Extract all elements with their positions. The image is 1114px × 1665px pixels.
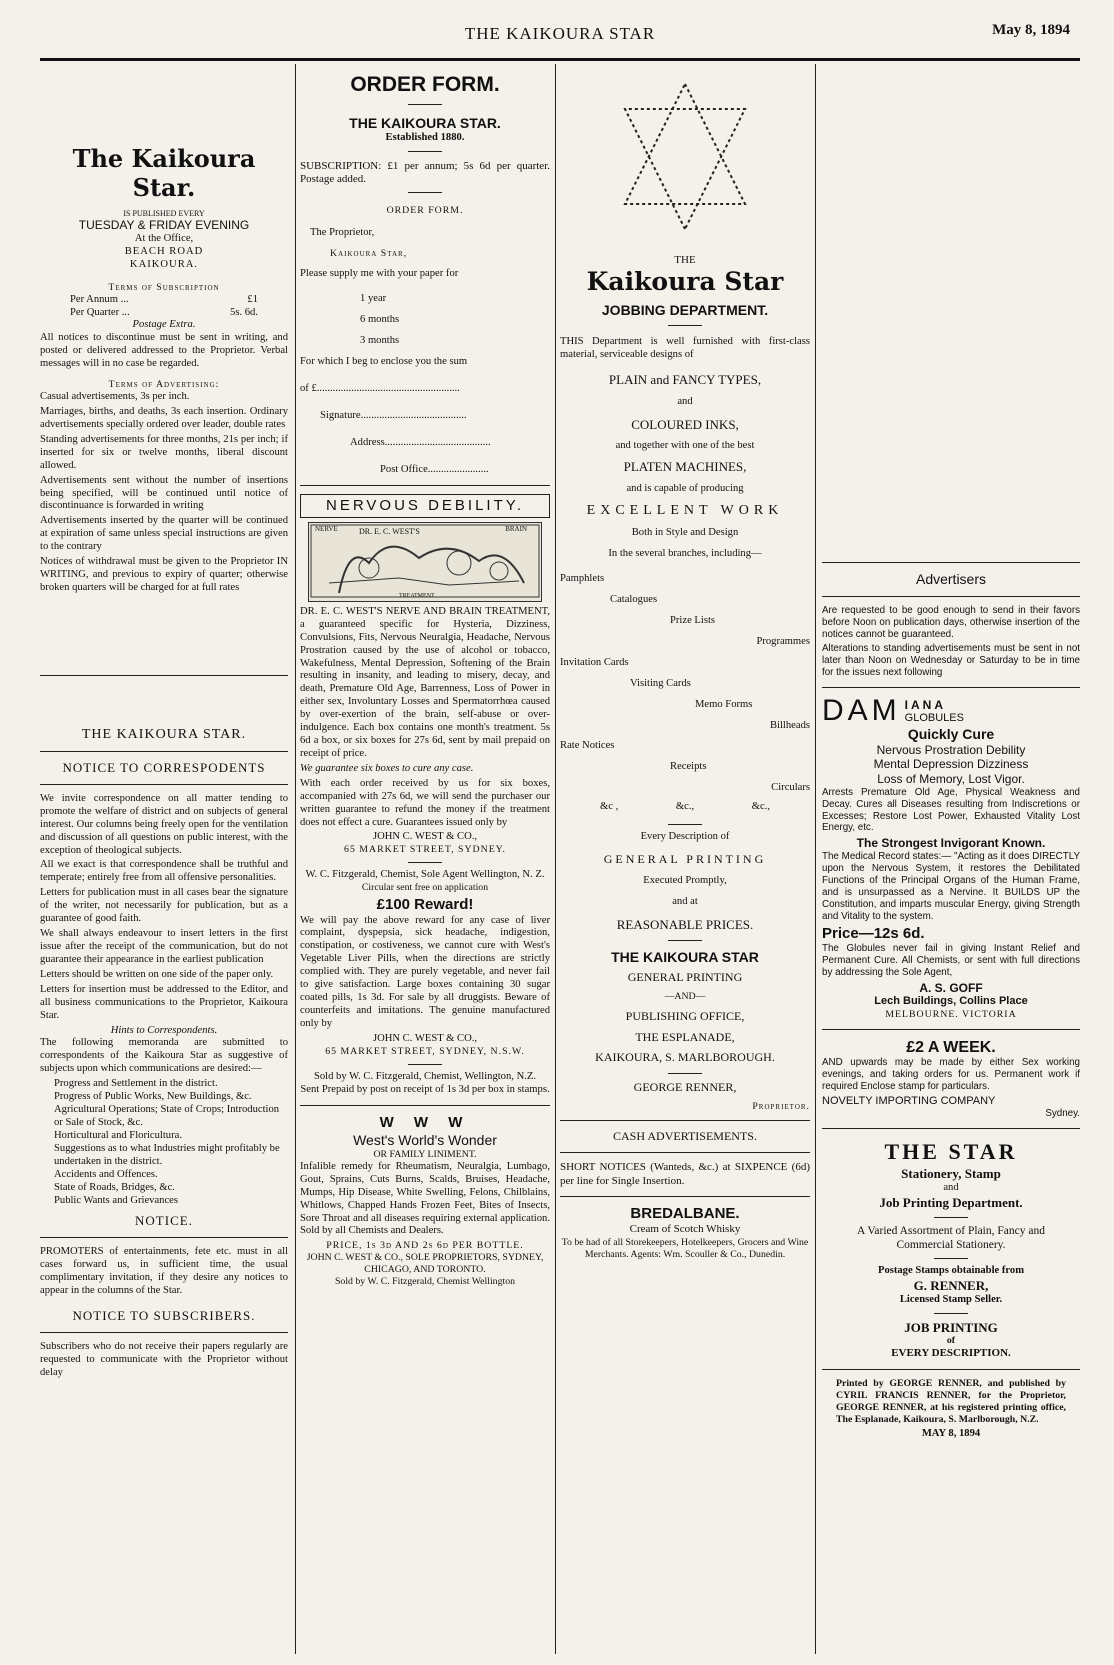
- form-line: For which I beg to enclose you the sum: [300, 355, 468, 367]
- section-title: JOBBING DEPARTMENT.: [601, 301, 769, 318]
- paragraph: Standing advertisements for three months, 21s per inch; if inserted for six or twelve months, liberal discount allowed.: [40, 433, 288, 471]
- column-1: [40, 64, 288, 1654]
- list-item: Progress and Settlement in the district.: [54, 1078, 218, 1090]
- subheading: JOB PRINTING: [904, 1319, 998, 1335]
- damiana-big: DAM: [822, 693, 901, 727]
- form-option[interactable]: 1 year: [360, 293, 387, 305]
- illustration-label: TREATMENT: [399, 592, 435, 599]
- service-item: Visiting Cards: [630, 677, 691, 689]
- subheading: Quickly Cure: [907, 725, 995, 742]
- section-rule: [822, 562, 1080, 563]
- section-rule: [300, 485, 550, 486]
- subheading: Cream of Scotch Whisky: [629, 1223, 741, 1236]
- dr-west-illustration: [308, 522, 542, 602]
- paragraph: Letters for insertion must be addressed to the Editor, and all business communications to the Proprietor, Kaikoura Star.: [40, 983, 288, 1021]
- section-rule: [822, 1128, 1080, 1129]
- seller-name: G. RENNER,: [913, 1277, 989, 1293]
- service-item: Prize Lists: [670, 614, 716, 626]
- imprint: Printed by GEORGE RENNER, and published by CYRIL FRANCIS RENNER, for the Proprietor, GEORGE RENNER, at his registered printing office, The Esplanade, Kaikoura, S. Marlborough, N.Z.: [836, 1377, 1066, 1425]
- etc: &c ,: [600, 801, 619, 813]
- section-title: £100 Reward!: [376, 896, 474, 914]
- paragraph: Advertisements sent without the number of insertions being specified, will be continued until notice of discontinuance is forwarded in writing: [40, 474, 288, 512]
- service-item: Invitation Cards: [560, 656, 629, 668]
- service-item: Receipts: [670, 761, 707, 773]
- paragraph: All notices to discontinue must be sent in writing, and posted or delivered addressed to the Proprietor. Verbal messages will in no case be regarded.: [40, 332, 288, 370]
- paragraph: A Varied Assortment of Plain, Fancy and Commercial Stationery.: [857, 1224, 1045, 1251]
- paragraph: Notices of withdrawal must be given to the Proprietor IN WRITING, and previous to expiry of quarter; otherwise broken quarters will be charged for at full rates: [40, 556, 288, 593]
- postage-note: Postage Extra.: [132, 319, 196, 331]
- illustration-label: DR. E. C. WEST'S: [359, 526, 420, 536]
- agent-address: Lech Buildings, Collins Place: [874, 995, 1028, 1008]
- service-item: Programmes: [756, 635, 810, 647]
- company-name: JOHN C. WEST & CO.,: [372, 831, 478, 843]
- section-rule: [822, 1029, 1080, 1030]
- section-title: West's World's Wonder: [353, 1131, 497, 1148]
- damiana-heading: [822, 693, 1080, 727]
- section-rule: [408, 104, 442, 105]
- terms-heading: Terms of Advertising:: [108, 379, 220, 391]
- subheading: Hints to Correspondents.: [110, 1024, 218, 1036]
- form-option[interactable]: 3 months: [360, 334, 400, 346]
- issue-date: May 8, 1894: [992, 22, 1070, 38]
- paragraph: Letters should be written on one side of the paper only.: [40, 968, 274, 980]
- column-3: [560, 64, 810, 1654]
- jobbing-line: COLOURED INKS,: [631, 416, 739, 432]
- paragraph: To be had of all Storekeepers, Hotelkeepers, Grocers and Wine Merchants. Agents: Wm. Scouller & Co., Dunedin.: [561, 1236, 809, 1260]
- jobbing-line: and together with one of the best: [615, 440, 755, 452]
- jobbing-line: KAIKOURA, S. MARLBOROUGH.: [595, 1050, 775, 1065]
- pub-line: At the Office,: [134, 232, 194, 244]
- list-item: State of Roads, Bridges, &c.: [54, 1181, 175, 1193]
- section-rule: [40, 1332, 288, 1333]
- form-line: Kaikoura Star,: [330, 248, 408, 260]
- service-item: Catalogues: [610, 594, 658, 606]
- column-divider: [555, 64, 556, 1654]
- section-rule: [668, 940, 702, 941]
- etc: &c.,: [675, 801, 695, 813]
- agent-line: Sent Prepaid by post on receipt of 1s 3d per box in stamps.: [300, 1083, 550, 1095]
- amount-field[interactable]: of £......................................................: [300, 382, 460, 394]
- section-rule: [40, 1237, 288, 1238]
- section-rule: [408, 192, 442, 193]
- list-item: Public Wants and Grievances: [54, 1194, 178, 1206]
- proprietor-label: Proprietor.: [752, 1100, 810, 1112]
- section-rule: [40, 675, 288, 676]
- jobbing-line: —AND—: [664, 991, 706, 1003]
- column-4: [822, 64, 1080, 1654]
- seller-label: Licensed Stamp Seller.: [899, 1293, 1003, 1305]
- post-office-field[interactable]: Post Office.......................: [380, 463, 489, 475]
- rate-label: Per Annum ...: [70, 293, 129, 305]
- service-item: Memo Forms: [695, 698, 753, 710]
- masthead: The Kaikoura Star.: [72, 144, 256, 203]
- section-rule: [408, 1064, 442, 1065]
- section-title: Advertisers: [915, 571, 987, 587]
- section-rule: [822, 687, 1080, 688]
- paragraph: We invite correspondence on all matter tending to promote the welfare of district and on subjects of general interest. Our columns being freely open for the ventilation and discussion of all questions on public interest, with the exception of theological subjects.: [40, 792, 288, 856]
- agent-address: MELBOURNE. VICTORIA: [885, 1008, 1017, 1020]
- paragraph: All we exact is that correspondence shall be truthful and temperate; entirely free from all offensive personalities.: [40, 859, 288, 884]
- paragraph: Infalible remedy for Rheumatism, Neuralgia, Lumbago, Gout, Sprains, Cuts Burns, Scalds, Bruises, Headache, Mumps, Hip Disease, White Swelling, Felons, Chilblains, Whitlows, Chapped Hands Frozen Feet, Bites of Insects, Sore Throat and all diseases requiring external application. Sold by all Chemists and Dealers.: [300, 1160, 550, 1237]
- section-title: W W W: [379, 1113, 471, 1131]
- damiana-small: GLOBULES: [904, 712, 964, 725]
- jobbing-line: GENERAL PRINTING: [603, 852, 767, 867]
- paragraph: The following memoranda are submitted to correspondents of the Kaikoura Star as suggestive of subjects upon which communications are desired:—: [40, 1037, 288, 1075]
- address-field[interactable]: Address........................................: [350, 436, 491, 448]
- paragraph: DR. E. C. WEST'S NERVE AND BRAIN TREATMENT, a guaranteed specific for Hysteria, Dizziness, Convulsions, Fits, Nervous Neuralgia, Headache, Nervous Prostration caused by the use of alcohol or tobacco, Wakefulness, Mental Depression, Softening of the Brain resulting in insanity, and leading to misery, decay, and death, Premature Old Age, Barrenness, Loss of Power in either sex, Involuntary Losses and Spermatorrhœa caused by over-exertion of the brain, self-abuse or over-indulgence. Each box contains one month's treatment. 5s 6d a box, or six boxes for 27s 6d, sent by mail prepaid on receipt of price.: [300, 605, 550, 759]
- terms-heading: Terms of Subscription: [108, 281, 220, 293]
- paragraph: PROMOTERS of entertainments, fete etc. must in all cases forward us, in sufficient time, the usual complimentary invitation, if they desire any notices to appear in the columns of the Star.: [40, 1246, 288, 1297]
- paragraph: Marriages, births, and deaths, 3s each insertion. Ordinary advertisements specially ordered over leader, double rates: [40, 406, 288, 430]
- service-item: Circulars: [771, 782, 810, 794]
- column-divider: [295, 64, 296, 1654]
- section-rule: [560, 1152, 810, 1153]
- agent-name: A. S. GOFF: [919, 980, 983, 995]
- jobbing-line: PLATEN MACHINES,: [623, 459, 747, 475]
- section-rule: [934, 1217, 968, 1218]
- jobbing-line: and is capable of producing: [626, 483, 744, 495]
- section-rule: [668, 824, 702, 825]
- list-item: Horticultural and Floricultura.: [54, 1129, 182, 1141]
- pub-line: TUESDAY & FRIDAY EVENING: [78, 218, 250, 233]
- page-header: [40, 18, 1080, 61]
- damiana-line: Loss of Memory, Lost Vigor.: [877, 772, 1025, 787]
- rate-value: 5s. 6d.: [230, 306, 258, 318]
- price-line: PRICE, 1s 3d AND 2s 6d PER BOTTLE.: [326, 1240, 524, 1252]
- paragraph: We guarantee six boxes to cure any case.: [300, 762, 474, 774]
- illustration-label: BRAIN: [505, 524, 527, 533]
- rate-label: Per Quarter ...: [70, 306, 130, 318]
- list-item: Progress of Public Works, New Buildings, &c.: [54, 1091, 252, 1103]
- jobbing-line: PUBLISHING OFFICE,: [625, 1009, 745, 1024]
- price-line: Price—12s 6d.: [822, 924, 925, 942]
- section-title: CASH ADVERTISEMENTS.: [613, 1129, 757, 1144]
- paragraph: The Medical Record states:— "Acting as it does DIRECTLY upon the Nervous System, it restores the Debilitated Functions of the Principal Organs of the Human Frame, and is unsurpassed as a Nervine. It BUILDS UP the Constitution, and imparts muscular Energy, giving Strength and Vitality to the system.: [822, 851, 1080, 922]
- proprietor-name: GEORGE RENNER,: [633, 1079, 737, 1094]
- order-form-title: ORDER FORM.: [350, 73, 500, 96]
- section-rule: [822, 1369, 1080, 1370]
- jobbing-line: Executed Promptly,: [643, 874, 727, 886]
- form-option[interactable]: 6 months: [360, 314, 400, 326]
- agent-line: W. C. Fitzgerald, Chemist, Sole Agent Wellington, N. Z.: [305, 869, 545, 881]
- etc: &c.,: [751, 801, 770, 813]
- service-item: Billheads: [769, 719, 810, 731]
- jobbing-line: In the several branches, including—: [608, 548, 762, 560]
- company-name: JOHN C. WEST & CO.,: [372, 1032, 478, 1044]
- jobbing-line: EXCELLENT WORK: [586, 503, 784, 519]
- company-address: 65 MARKET STREET, SYDNEY, N.S.W.: [325, 1045, 525, 1057]
- paragraph: Subscribers who do not receive their papers regularly are requested to communicate with the Proprietor without delay: [40, 1340, 288, 1378]
- list-item: Agricultural Operations; State of Crops; Introduction or Sale of Stock, &c.: [54, 1104, 280, 1128]
- subheading: Job Printing Department.: [879, 1195, 1023, 1211]
- section-title: THE KAIKOURA STAR: [611, 949, 759, 966]
- imprint-date: MAY 8, 1894: [921, 1427, 981, 1439]
- paragraph: The Globules never fail in giving Instant Relief and Permanent Cure. All Chemists, or sent with full directions by addressing the Sole Agent,: [822, 942, 1080, 978]
- section-title: NOTICE TO CORRESPODENTS: [62, 759, 266, 775]
- subheading: and: [943, 1182, 959, 1194]
- paragraph: Letters for publication must in all cases bear the signature of the writer, not necessarily for publication, but as a guarantee of good faith.: [40, 887, 288, 925]
- section-rule: [40, 784, 288, 785]
- list-item: Accidents and Offences.: [54, 1168, 158, 1180]
- paragraph: With each order received by us for six boxes, accompanied with 27s 6d, we will send the purchaser our written guarantee to refund the money if the treatment does not effect a cure. Guarantees issued only by: [300, 777, 550, 828]
- section-rule: [40, 751, 288, 752]
- section-rule: [300, 1105, 550, 1106]
- paragraph: Advertisements inserted by the quarter will be continued at expiration of same unless special instructions are given to the contrary: [40, 515, 288, 553]
- paragraph: We will pay the above reward for any case of liver complaint, dyspepsia, sick headache, indigestion, constipation, or costiveness, we cannot cure with West's Vegetable Liver Pills, when the directions are strictly complied with. They are purely vegetable, and never fail to give satisfaction. Large boxes containing 30 sugar coated pills, 1s 3d. For sale by all druggists. Beware of counterfeits and imitations. The genuine manufactured only by: [300, 914, 550, 1029]
- newspaper-title: THE KAIKOURA STAR: [464, 24, 656, 43]
- section-rule: [934, 1258, 968, 1259]
- star-of-david-ornament: [560, 64, 810, 254]
- pub-line: KAIKOURA.: [129, 258, 199, 270]
- section-rule: [560, 1120, 810, 1121]
- paragraph: AND upwards may be made by either Sex working evenings, and taking orders for us. Permanent work if required Enclose stamp for particulars.: [822, 1057, 1080, 1093]
- subheading: Stationery, Stamp: [901, 1166, 1001, 1182]
- service-item: Rate Notices: [560, 740, 615, 752]
- damiana-line: Mental Depression Dizziness: [873, 757, 1029, 772]
- paragraph: Are requested to be good enough to send in their favors before Noon on publication days, otherwise insertion of the notices cannot be guaranteed.: [822, 605, 1080, 640]
- section-rule: [408, 862, 442, 863]
- jobbing-line: REASONABLE PRICES.: [616, 916, 754, 932]
- paragraph: SUBSCRIPTION: £1 per annum; 5s 6d per quarter. Postage added.: [300, 159, 550, 186]
- section-title: BREDALBANE.: [630, 1204, 740, 1222]
- pub-line: BEACH ROAD: [124, 245, 204, 257]
- signature-field[interactable]: Signature........................................: [320, 409, 467, 421]
- agent-line: Sold by W. C. Fitzgerald, Chemist, Wellington, N.Z.: [313, 1070, 536, 1082]
- paragraph: Alterations to standing advertisements must be sent in not later than Noon on Wednesday or Saturday to be in time for the issues next following: [822, 642, 1080, 678]
- company-name: NOVELTY IMPORTING COMPANY: [822, 1095, 996, 1108]
- section-title: NERVOUS DEBILITY.: [300, 494, 550, 518]
- jobbing-line: Both in Style and Design: [631, 527, 739, 539]
- form-line: Please supply me with your paper for: [300, 268, 459, 280]
- section-rule: [408, 151, 442, 152]
- agent-line: Circular sent free on application: [361, 882, 489, 894]
- paragraph: Casual advertisements, 3s per inch.: [40, 391, 190, 403]
- section-rule: [560, 1196, 810, 1197]
- illustration-label: NERVE: [315, 524, 338, 533]
- jobbing-line: GENERAL PRINTING: [627, 970, 743, 985]
- masthead-the: THE: [674, 254, 696, 266]
- paragraph: SHORT NOTICES (Wanteds, &c.) at SIXPENCE (6d) per line for Single Insertion.: [560, 1161, 810, 1187]
- rate-value: £1: [247, 293, 258, 305]
- section-rule: [668, 1073, 702, 1074]
- section-title: THE KAIKOURA STAR.: [349, 114, 501, 131]
- jobbing-line: Every Description of: [640, 831, 730, 843]
- subheading: of: [946, 1335, 956, 1347]
- pub-line: IS PUBLISHED EVERY: [123, 208, 205, 218]
- jobbing-line: and at: [672, 895, 698, 907]
- section-title: NOTICE TO SUBSCRIBERS.: [72, 1307, 256, 1323]
- paragraph: Postage Stamps obtainable from: [877, 1264, 1025, 1276]
- section-rule: [668, 325, 702, 326]
- subheading: OR FAMILY LINIMENT.: [373, 1148, 477, 1160]
- damiana-small: IANA: [904, 697, 947, 712]
- damiana-line: Nervous Prostration Debility: [876, 742, 1026, 757]
- masthead: Kaikoura Star: [586, 267, 784, 297]
- service-item: Pamphlets: [560, 573, 605, 585]
- company-address: 65 MARKET STREET, SYDNEY.: [344, 844, 506, 856]
- paragraph: We shall always endeavour to insert letters in the first issue after the receipt of the communication, but do not guarantee their appearance in the earliest publication: [40, 928, 288, 965]
- section-title: THE STAR: [884, 1139, 1018, 1165]
- list-item: Suggestions as to what Industries might profitably be undertaken in the district.: [54, 1142, 280, 1167]
- column-2: [300, 64, 550, 1654]
- section-title: NOTICE.: [135, 1213, 193, 1229]
- established: Established 1880.: [385, 131, 465, 143]
- company-address: Sydney.: [1045, 1108, 1080, 1120]
- subheading: The Strongest Invigorant Known.: [856, 836, 1046, 851]
- agent-line: Sold by W. C. Fitzgerald, Chemist Wellington: [334, 1276, 515, 1288]
- jobbing-line: PLAIN and FANCY TYPES,: [608, 371, 762, 387]
- paragraph: THIS Department is well furnished with first-class material, serviceable designs of: [560, 335, 810, 360]
- company-name: JOHN C. WEST & CO., SOLE PROPRIETORS, SYDNEY, CHICAGO, AND TORONTO.: [306, 1252, 544, 1276]
- paragraph: Arrests Premature Old Age, Physical Weakness and Decay. Cures all Diseases resulting from Indiscretions or Excesses; Restore Lost Power, Exhausted Vitality Lost Energy, etc.: [822, 786, 1080, 834]
- subheading: EVERY DESCRIPTION.: [891, 1347, 1011, 1360]
- section-title: £2 A WEEK.: [906, 1038, 996, 1056]
- section-title: THE KAIKOURA STAR.: [81, 726, 247, 742]
- jobbing-line: and: [677, 395, 693, 407]
- section-rule: [934, 1313, 968, 1314]
- form-line: The Proprietor,: [310, 227, 375, 239]
- form-label: ORDER FORM.: [386, 205, 464, 217]
- column-divider: [815, 64, 816, 1654]
- jobbing-line: THE ESPLANADE,: [635, 1029, 735, 1044]
- section-rule: [822, 596, 1080, 597]
